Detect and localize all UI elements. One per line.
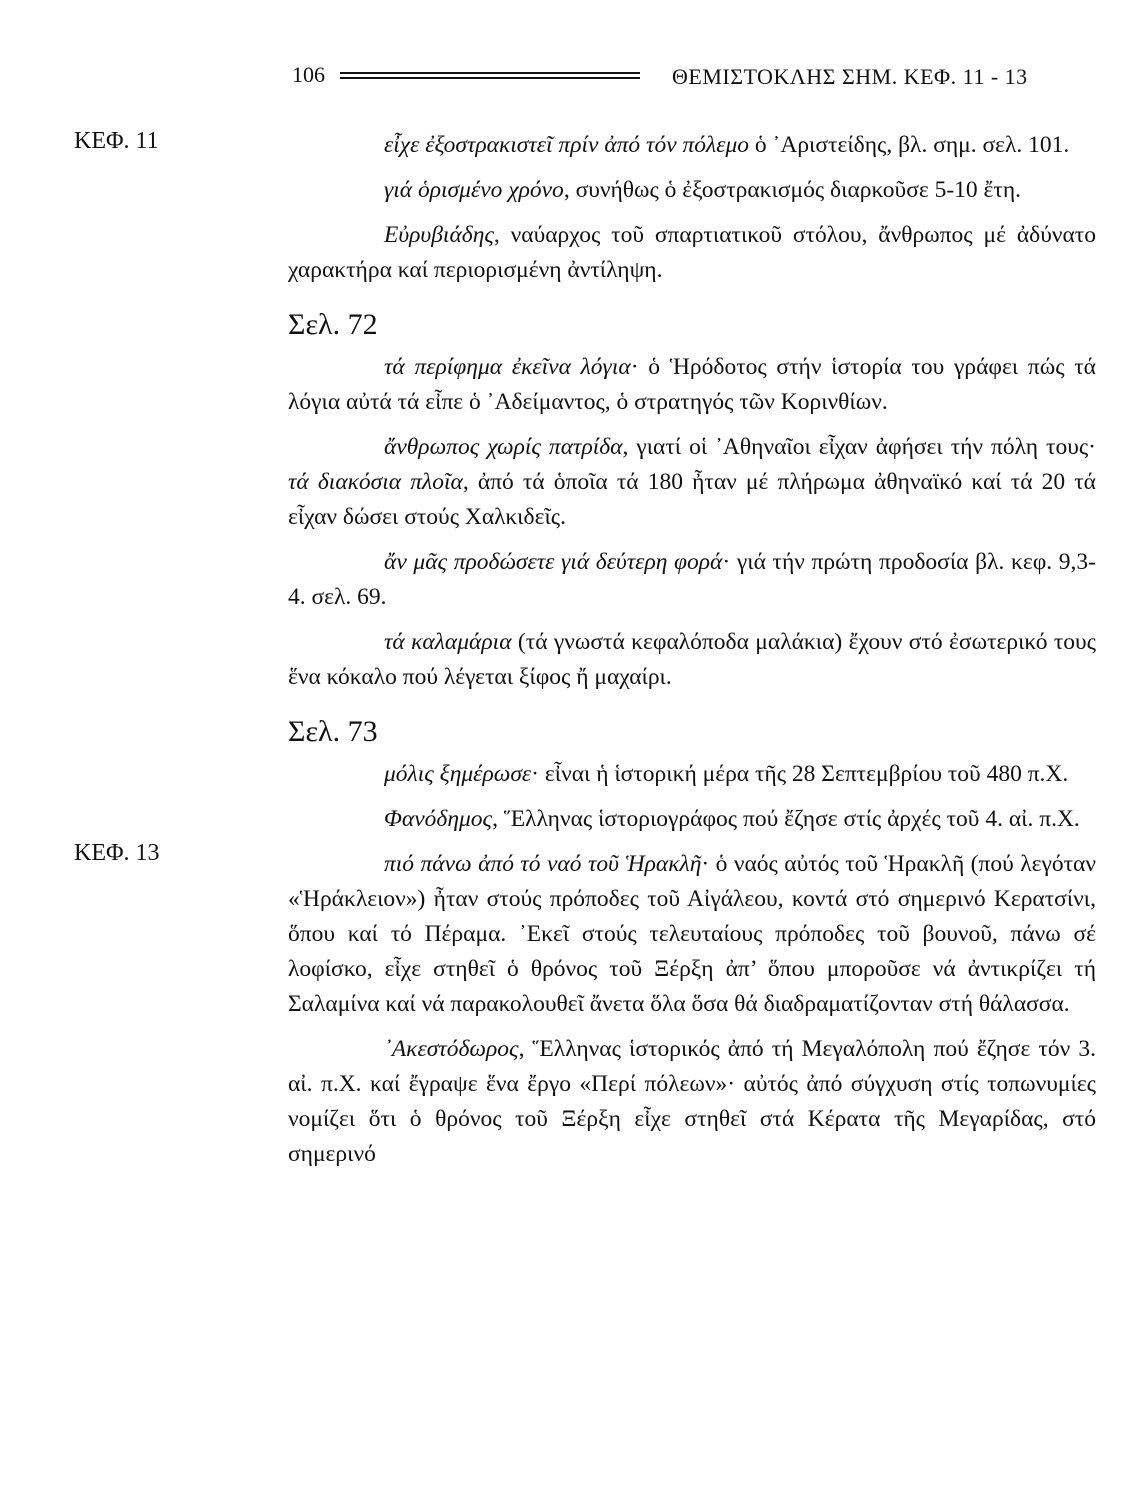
- note-text: , συνήθως ὁ ἐξοστρακισμός διαρκοῦσε 5-10 ἔτη.: [563, 177, 1022, 203]
- note-text: ὁ ᾿Αριστείδης, βλ. σημ. σελ. 101.: [749, 132, 1070, 158]
- note-item: [288, 1032, 1096, 1172]
- header-rule: [340, 72, 640, 79]
- note-text: , γιατί οἱ ᾿Αθηναῖοι εἶχαν ἀφήσει τήν πόλη τους·: [622, 434, 1097, 460]
- note-lemma: γιά ὁρισμένο χρόνο: [384, 177, 564, 203]
- note-lemma: Εὐρυβιάδης: [384, 222, 494, 248]
- running-header: [292, 62, 1098, 92]
- section-heading-72: Σελ. 72: [288, 308, 378, 341]
- note-text: · ὁ ναός αὐτός τοῦ Ἡρακλῆ (πού λεγόταν «Ἡράκλειον») ἦταν στούς πρόποδες τοῦ Αἰγάλεου, κοντά στό σημερινό Κερατσίνι, ὅπου καί τό Πέραμα. ᾿Εκεῖ στούς τελευταίους πρόποδες τοῦ βουνοῦ, πάνω σέ λοφίσκο, εἶχε στηθεῖ ὁ θρόνος τοῦ Ξέρξη ἀπ’ ὅπου μποροῦσε νά ἀντικρίζει τή Σαλαμίνα καί νά παρακολουθεῖ ἄνετα ὅλα ὅσα θά διαδραματίζονταν στή θάλασσα.: [288, 851, 1096, 1017]
- note-text: · ὁ Ἡρόδοτος στήν ἱστορία του γράφει πώς τά λόγια αὐτά τά εἶπε ὁ ᾿Αδείμαντος, ὁ στρατηγός τῶν Κορινθίων.: [288, 354, 1096, 415]
- chapter-13-label: ΚΕΦ. 13: [74, 840, 160, 866]
- note-text: (τά γνωστά κεφαλόποδα μαλάκια) ἔχουν στό ἐσωτερικό τους ἕνα κόκαλο πού λέγεται ξίφος ἤ μαχαίρι.: [288, 629, 1096, 690]
- note-item: [288, 128, 1096, 163]
- section-heading-73: Σελ. 73: [288, 715, 378, 748]
- note-text: · εἶναι ἡ ἱστορική μέρα τῆς 28 Σεπτεμβρίου τοῦ 480 π.Χ.: [531, 761, 1069, 787]
- note-lemma: τά καλαμάρια: [384, 629, 512, 655]
- running-title: ΘΕΜΙΣΤΟΚΛΗΣ ΣΗΜ. ΚΕΦ. 11 - 13: [672, 64, 1028, 89]
- note-item: [288, 625, 1096, 695]
- note-item: [288, 545, 1096, 615]
- note-lemma: Φανόδημος: [384, 806, 493, 832]
- note-item: [288, 847, 1096, 1022]
- note-item: [288, 173, 1096, 208]
- note-lemma: τά περίφημα ἐκεῖνα λόγια: [384, 354, 631, 380]
- chapter-11-label: ΚΕΦ. 11: [74, 128, 159, 154]
- note-text: · γιά τήν πρώτη προδοσία βλ. κεφ. 9,3-4. σελ. 69.: [288, 549, 1096, 610]
- page-number: 106: [292, 62, 325, 87]
- note-text: , Ἕλληνας ἱστοριογράφος πού ἔζησε στίς ἀρχές τοῦ 4. αἰ. π.Χ.: [492, 806, 1080, 832]
- note-text: , ἀπό τά ὁποῖα τά 180 ἦταν μέ πλήρωμα ἀθηναϊκό καί τά 20 τά εἶχαν δώσει στούς Χαλκιδεῖς.: [288, 469, 1096, 530]
- note-item: [288, 802, 1096, 837]
- note-item: [288, 350, 1096, 420]
- note-lemma: ᾿Ακεστόδωρος: [384, 1036, 519, 1062]
- note-text: , Ἕλληνας ἱστορικός ἀπό τή Μεγαλόπολη πού ἔζησε τόν 3. αἰ. π.Χ. καί ἔγραψε ἕνα ἔργο «Περί πόλεων»· αὐτός ἀπό σύγχυση στίς τοπωνυμίες νομίζει ὅτι ὁ θρόνος τοῦ Ξέρξη εἶχε στηθεῖ στά Κέρατα τῆς Μεγαρίδας, στό σημερινό: [288, 1036, 1096, 1167]
- note-lemma: μόλις ξημέρωσε: [384, 761, 532, 787]
- note-lemma: πιό πάνω ἀπό τό ναό τοῦ Ἡρακλῆ: [384, 851, 702, 877]
- commentary-body: [288, 128, 1096, 1182]
- note-item: [288, 757, 1096, 792]
- note-lemma: τά διακόσια πλοῖα: [288, 469, 463, 495]
- note-lemma: ἄνθρωπος χωρίς πατρίδα: [384, 434, 623, 460]
- note-item: [288, 218, 1096, 288]
- note-lemma: εἶχε ἐξοστρακιστεῖ πρίν ἀπό τόν πόλεμο: [384, 132, 750, 158]
- note-item: [288, 430, 1096, 535]
- note-lemma: ἄν μᾶς προδώσετε γιά δεύτερη φορά: [384, 549, 723, 575]
- note-text: , ναύαρχος τοῦ σπαρτιατικοῦ στόλου, ἄνθρωπος μέ ἀδύνατο χαρακτήρα καί περιορισμένη ἀντίληψη.: [288, 222, 1096, 283]
